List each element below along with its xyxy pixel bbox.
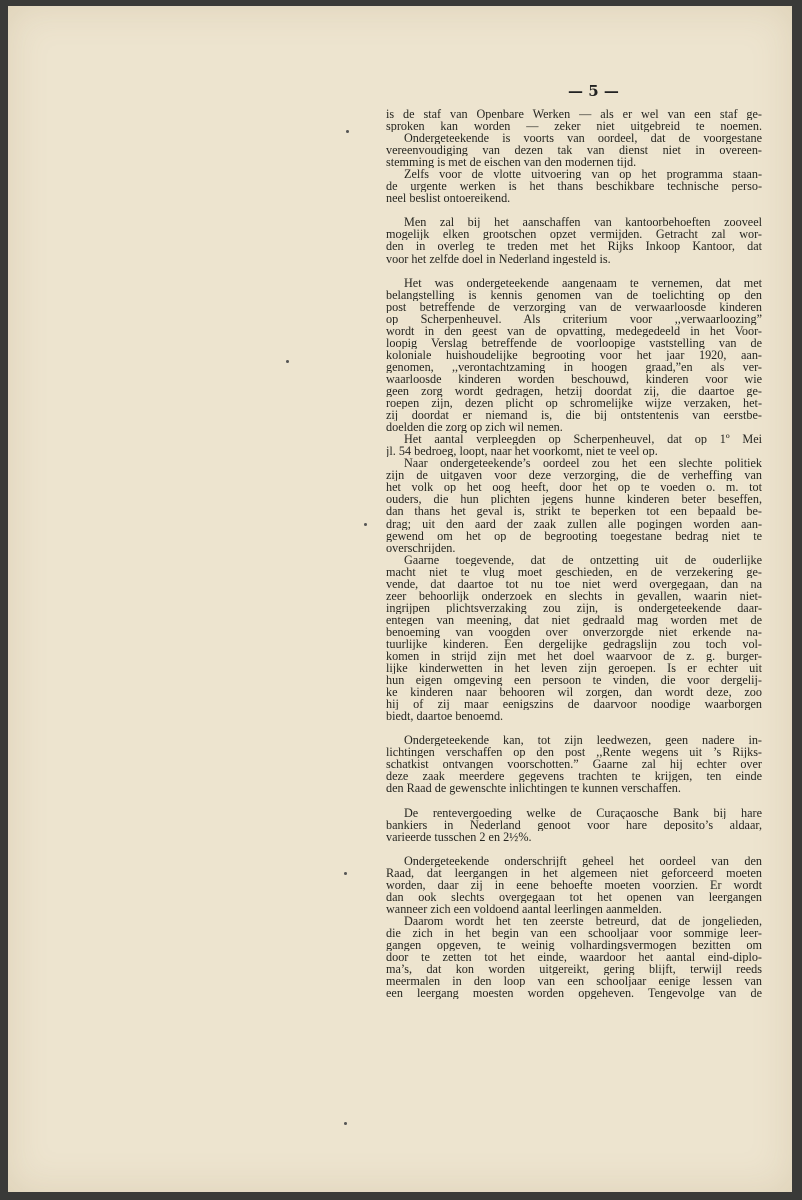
text-line: Ondergeteekende onderschrijft geheel het oordeel van den [404, 854, 762, 867]
document-page [8, 6, 792, 1192]
text-line: overschrijden. [386, 541, 456, 554]
text-line: benoeming van voogden over onverzorgde niet erkende na- [386, 625, 762, 638]
text-line: ma’s, dat kon worden uitgereikt, gering blijft, terwijl reeds [386, 963, 762, 976]
text-line: vereenvoudiging van dezen tak van dienst niet in overeen- [386, 144, 762, 157]
text-line: meermalen in den loop van een schooljaar eenige lessen van [386, 975, 762, 988]
text-line: waarloosde kinderen worden beschouwd, kinderen voor wie [386, 372, 762, 385]
text-line: roepen zijn, dezen plicht op schromelijke wijze verzaken, het- [386, 397, 762, 410]
text-line: het volk op het oog heeft, door het op te voeden o. m. tot [386, 481, 762, 494]
text-line: schatkist ontvangen voorschotten.” Gaarne zal hij echter over [386, 758, 762, 771]
text-line: den in overleg te treden met het Rijks Inkoop Kantoor, dat [386, 240, 762, 253]
paragraph-gap [386, 843, 762, 855]
paragraph-gap [386, 722, 762, 734]
text-line: biedt, daartoe benoemd. [386, 710, 504, 723]
text-line: dan thans het geval is, strikt te beperken tot een bepaald be- [386, 505, 762, 518]
text-line: die zich in het begin van een schooljaar voor sommige leer- [386, 926, 762, 939]
paragraph-gap [386, 265, 762, 277]
text-line: hij of zij maar eenigszins de daarvoor noodige waarborgen [386, 698, 762, 711]
text-line: neel beslist ontoereikend. [386, 192, 511, 205]
text-line: worden, daar zij in eene behoefte moeten voorzien. Er wordt [386, 878, 762, 891]
text-line: wanneer zich een voldoend aantal leerlingen aanmelden. [386, 902, 662, 915]
text-line: Raad, dat leergangen in het algemeen niet geforceerd moeten [386, 866, 762, 879]
page-number: — 5 — [568, 82, 619, 100]
text-line: de urgente werken is het thans beschikbare technische perso- [386, 180, 762, 193]
text-line: doelden die zorg op zich wil nemen. [386, 421, 563, 434]
text-line: loopig Verslag betreffende de voorloopige vaststelling van de [386, 336, 762, 349]
text-line: stemming is met de eischen van den modernen tijd. [386, 156, 637, 169]
text-line: Het aantal verpleegden op Scherpenheuvel, dat op 1º Mei [404, 433, 762, 446]
speck [344, 872, 347, 875]
text-line: op Scherpenheuvel. Als criterium voor ,,verwaarloozing” [386, 312, 762, 325]
text-line: Daarom wordt het ten zeerste betreurd, dat de jongelieden, [404, 914, 762, 927]
text-line: ouders, die hun plichten jegens hunne kinderen beter beseffen, [386, 493, 762, 506]
text-line: mogelijk elken grootschen opzet vermijden. Getracht zal wor- [386, 228, 762, 241]
text-line: gangen opgeven, te weinig volhardingsvermogen bezitten om [386, 939, 762, 952]
text-line: zeer behoorlijk onderzoek en slechts in gevallen, waarin niet- [386, 589, 762, 602]
text-line: voor het zelfde doel in Nederland ingesteld is. [386, 252, 611, 265]
text-line: Men zal bij het aanschaffen van kantoorbehoeften zooveel [404, 216, 762, 229]
text-line: Ondergeteekende is voorts van oordeel, dat de voorgestane [404, 132, 762, 145]
speck [346, 130, 349, 133]
text-line: geen zorg wordt gedragen, hetzij doordat zij, die daartoe ge- [386, 384, 762, 398]
text-line: wordt in den geest van de opvatting, medegedeeld in het Voor- [386, 324, 762, 337]
speck [364, 523, 367, 526]
text-line: dan ook slechts overgegaan tot het openen van leergangen [386, 890, 762, 903]
text-line: een leergang moesten worden opgeheven. Tengevolge van de [386, 987, 762, 1000]
text-line: belangstelling is kennis genomen van de toelichting op den [386, 288, 762, 301]
text-line: vende, dat daartoe tot nu toe niet werd overgegaan, dan na [386, 577, 762, 590]
text-line: door te zetten tot het einde, waardoor het aantal eind-diplo- [386, 951, 762, 964]
paragraph-gap [386, 204, 762, 216]
text-line: jl. 54 bedroeg, loopt, naar het voorkomt, niet te veel op. [386, 445, 658, 458]
paragraph-gap [386, 795, 762, 807]
text-line: lijke kinderwetten in het leven zijn geroepen. Is er echter uit [386, 662, 762, 675]
text-line: ingrijpen plichtsverzaking zou zijn, is ondergeteekende daar- [386, 601, 762, 614]
text-line: hun eigen omgeving een persoon te vinden, die voor dergelij- [386, 674, 762, 687]
speck [286, 360, 289, 363]
text-line: is de staf van Openbare Werken — als er wel van een staf ge- [386, 108, 762, 121]
text-line: genomen, ,,verontachtzaming in hoogen graad,”en als ver- [386, 360, 762, 373]
text-line: sproken kan worden — zeker niet uitgebreid te noemen. [386, 120, 762, 133]
text-line: tuurlijke kinderen. Een dergelijke gedragslijn zou toch vol- [386, 637, 762, 651]
text-line: macht niet te vlug moet geschieden, en de verzekering ge- [386, 565, 762, 578]
speck [344, 1122, 347, 1125]
text-line: bankiers in Nederland genoot voor hare deposito’s aldaar, [386, 818, 762, 831]
text-line: post betreffende de verzorging van de verwaarloosde kinderen [386, 300, 762, 313]
text-line: deze zaak meerdere gegevens trachten te krijgen, ten einde [386, 770, 762, 783]
body-text [386, 108, 762, 999]
text-line: varieerde tusschen 2 en 2½%. [386, 830, 532, 843]
text-line: Naar ondergeteekende’s oordeel zou het een slechte politiek [404, 457, 762, 470]
text-line: drag; uit den aard der zaak zullen alle pogingen worden aan- [386, 517, 762, 530]
text-line: lichtingen verschaffen op den post ,,Rente wegens uit ’s Rijks- [386, 746, 762, 759]
text-line: De rentevergoeding welke de Curaçaosche Bank bij hare [404, 806, 762, 819]
text-line: Het was ondergeteekende aangenaam te vernemen, dat met [404, 276, 762, 289]
text-line: Gaarne toegevende, dat de ontzetting uit de ouderlijke [404, 553, 762, 566]
text-line: gewend om het op de begrooting toegestane bedrag niet te [386, 529, 762, 542]
text-line: Zelfs voor de vlotte uitvoering van op het programma staan- [404, 168, 762, 181]
text-line: komen in strijd zijn met het doel waarvoor de z. g. burger- [386, 650, 762, 663]
text-line: zijn de uitgaven voor deze verzorging, die de verheffing van [386, 469, 762, 482]
text-line: Ondergeteekende kan, tot zijn leedwezen, geen nadere in- [404, 734, 762, 747]
text-line: den Raad de gewenschte inlichtingen te kunnen verschaffen. [386, 782, 681, 795]
text-line: koloniale huishoudelijke begrooting voor het jaar 1920, aan- [386, 348, 762, 361]
text-line: entegen van meening, dat niet gedraald mag worden met de [386, 613, 762, 626]
text-line: ke kinderen naar behooren wil zorgen, dan wordt deze, zoo [386, 686, 762, 699]
text-line: zij doordat er niemand is, die bij ontstentenis van eerstbe- [386, 409, 762, 422]
